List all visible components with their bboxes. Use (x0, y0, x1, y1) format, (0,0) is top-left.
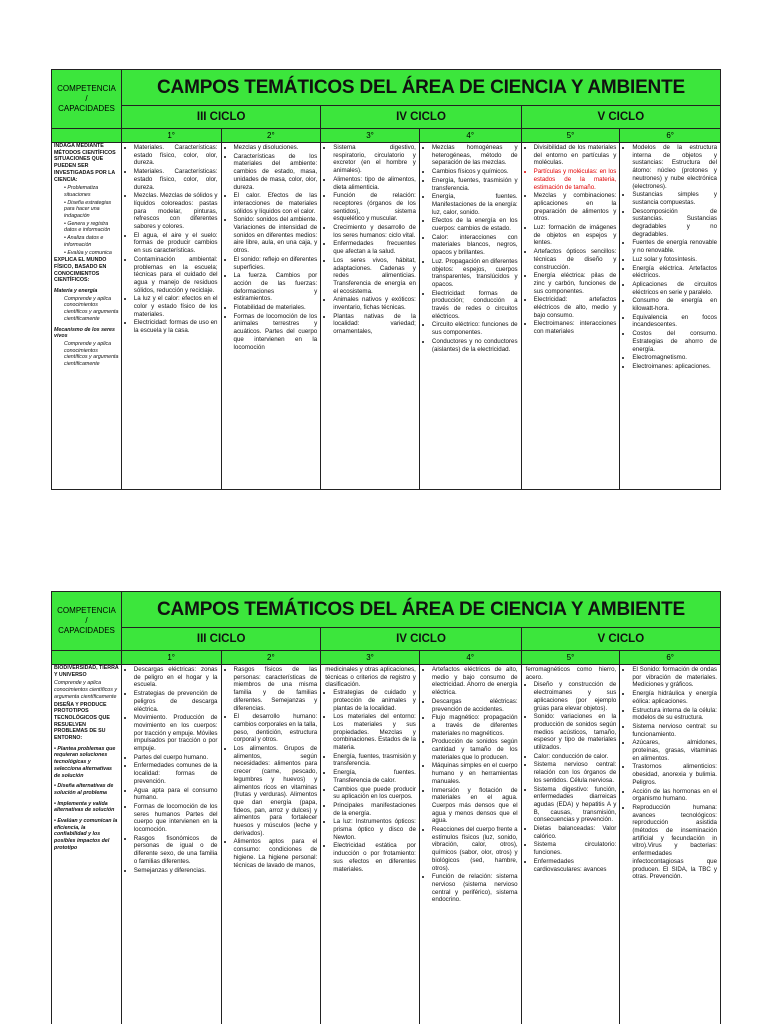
topic-item: • Inmersión y flotación de materiales en el agua. Cuerpos más densos que el agua y menos densos que el agua. (432, 787, 518, 826)
topic-item: • Función de relación: receptores (órganos de los sentidos), sistema esquelético y muscular. (333, 192, 416, 223)
grade-2-topics (222, 142, 322, 489)
grade-6-topics (620, 142, 720, 489)
topic-item: • Circuito eléctrico: funciones de sus componentes. (432, 321, 518, 336)
topic-item: • La luz y el calor: efectos en el color y estado físico de los materiales. (134, 295, 218, 318)
topic-item: • Contaminación ambiental: problemas en la escuela; técnicas para el cuidado del agua y manejo de residuos sólidos, reducción y reciclaje. (134, 256, 218, 295)
grade-5-topics (522, 664, 621, 1024)
cycle-iii: III CICLO (122, 106, 321, 128)
topic-item: • Electricidad estática por inducción o por frotamiento: sus efectos en diferentes materiales. (333, 842, 416, 873)
competencia-heading: EXPLICA EL MUNDO FÍSICO, BASADO EN CONOCIMIENTOS CIENTÍFICOS: (54, 257, 107, 284)
topic-item: • El sonido: reflejo en diferentes superficies. (234, 256, 318, 271)
topic-item: • Descargas eléctricas: zonas de peligro en el hogar y la escuela. (134, 666, 218, 689)
grade-empty-cell (52, 651, 122, 664)
topic-item: • Flotabilidad de materiales. (234, 304, 318, 312)
topic-item: • Principales manifestaciones de la energía. (333, 802, 416, 817)
topic-item: • Mezclas y disoluciones. (234, 144, 318, 152)
topic-item: • Formas de locomoción de los animales terrestres y acuáticos. Partes del cuerpo que intervienen en la locomoción (234, 313, 318, 352)
grade-2-topics (222, 664, 322, 1024)
table-header (52, 592, 720, 650)
topic-item: • Formas de locomoción de los seres humanos Partes del cuerpo que intervienen en la locomoción. (134, 803, 218, 834)
topic-item: • Conductores y no conductores (aislantes) de la electricidad. (432, 338, 518, 353)
topic-item: • Movimiento. Producción de movimiento en los cuerpos: por tracción y empuje. Móviles impulsados por tracción o por empuje. (134, 714, 218, 753)
topic-continuation: medicinales y otras aplicaciones, técnicas o criterios de registro y clasificación. (325, 666, 416, 689)
grades-row (52, 128, 720, 143)
grade-empty-cell (52, 129, 122, 142)
topic-item: • Enfermedades frecuentes que afectan a la salud. (333, 240, 416, 255)
cycle-v: V CICLO (597, 111, 645, 123)
topic-item: • Sistema digestivo, respiratorio, circulatorio y excretor (en el hombre y animales). (333, 144, 416, 175)
cycles-row (122, 628, 720, 650)
topic-item: • Los seres vivos, hábitat, adaptaciones. Cadenas y redes alimenticias. Transferencia de energía en el ecosistema. (333, 257, 416, 296)
grade-4-topics (420, 664, 522, 1024)
topic-item: • Trastornos alimenticios: obesidad, anorexia y bulimia. Peligros. (632, 763, 717, 786)
grade-2: 2° (222, 129, 322, 142)
competencias-column (52, 664, 122, 1024)
topic-item: • Sustancias simples y sustancia compuestas. (632, 191, 717, 206)
capacidad-item: • Implementa y valida alternativas de solución (54, 800, 115, 814)
table-body (52, 142, 720, 489)
topic-item: • Electroimanes: interacciones con materiales (534, 320, 617, 335)
cycle-iv: IV CICLO (321, 106, 521, 128)
grade-6: 6° (620, 129, 720, 142)
competencia-heading: BIODIVERSIDAD, TIERRA Y UNIVERSO (54, 665, 119, 678)
topic-item: • Energía, fuentes, trasmisión y transferencia. (432, 177, 518, 192)
topic-item: • Alimentos: tipo de alimentos, dieta alimenticia. (333, 176, 416, 191)
grade-6-topics (620, 664, 720, 1024)
topic-continuation: ferromagnéticos como hierro, acero. (525, 666, 617, 681)
grade-1: 1° (122, 651, 222, 664)
topic-item: • Crecimiento y desarrollo de los seres humanos: ciclo vital. (333, 224, 416, 239)
capacidades-label: CAPACIDADES (58, 104, 115, 113)
topic-item: • Animales nativos y exóticos: inventario, fichas técnicas. (333, 296, 416, 311)
topic-item: • Electricidad: formas de uso en la escuela y la casa. (134, 319, 218, 334)
topic-item: • Sonido: sonidos del ambiente. Variaciones de intensidad de sonidos en diferentes medios: aire libre, aula, en una caja, y otros. (234, 216, 318, 255)
topic-item: • Partículas y moléculas: en los estados de la materia, estimación de tamaño. (534, 168, 617, 191)
topic-item: • Calor: conducción de calor. (534, 753, 617, 761)
competencia-heading: INDAGA MEDIANTE MÉTODOS CIENTÍFICOS SITUACIONES QUE PUEDEN SER INVESTIGADAS POR LA CIENCIA: (54, 143, 116, 183)
competencia-header-cell (52, 592, 122, 650)
cycle-iv: IV CICLO (321, 628, 521, 650)
topic-item: • Sistema nervioso central: su funcionamiento. (632, 723, 717, 738)
grades-row (52, 650, 720, 665)
grade-5-topics (522, 142, 621, 489)
topic-item: • Artefactos eléctricos de alto, medio y bajo consumo de electricidad. Ahorro de energía eléctrica. (432, 666, 518, 697)
topic-item: • Efectos de la energía en los cuerpos: cambios de estado. (432, 217, 518, 232)
topic-item: • El agua, el aire y el suelo: formas de producir cambios en sus características. (134, 232, 218, 255)
grade-5: 5° (522, 651, 621, 664)
topic-item: • Electroimanes: aplicaciones. (632, 363, 717, 371)
topic-item: • Aplicaciones de circuitos eléctricos en serie y paralelo. (632, 281, 717, 296)
grade-1-topics (122, 664, 222, 1024)
competencias-column (52, 142, 122, 489)
topic-item: • Energía eléctrica: pilas de zinc y carbón, funciones de sus componentes. (534, 272, 617, 295)
grade-4: 4° (420, 129, 522, 142)
capacidad-item: Materia y energía (54, 288, 98, 295)
topic-item: • Descomposición de sustancias. Sustancias degradables y no degradables. (632, 208, 717, 239)
table-campos-tematicos-1 (51, 69, 721, 490)
topic-item: • Costos del consumo. Estrategias de ahorro de energía. (632, 330, 717, 353)
grade-3-topics (321, 664, 420, 1024)
topic-item: • Sistema nervioso central: relación con los órganos de los sentidos. Célula nerviosa. (534, 761, 617, 784)
capacidad-item: • Analiza datos e información (64, 235, 104, 248)
title-and-cycles (122, 70, 720, 128)
table-header (52, 70, 720, 128)
topic-item: • Cambios que puede producir su aplicación en los cuerpos. (333, 786, 416, 801)
grade-3: 3° (321, 129, 420, 142)
topic-item: • Producción de sonidos según cantidad y tamaño de los materiales que lo producen. (432, 738, 518, 761)
topic-item: • Energía hidráulica y energía eólica: aplicaciones. (632, 690, 717, 705)
topic-item: • Reacciones del cuerpo frente a estímulos físicos (luz, sonido, vibración, calor, otros), químicos (sabor, olor, otros) y biológicos (sed, hambre, otros). (432, 826, 518, 872)
topic-item: • Equivalencia en focos incandescentes. (632, 314, 717, 329)
table-body (52, 664, 720, 1024)
topic-item: • Rasgos fisonómicos de personas de igual o de diferente sexo, de una familia o familias diferentes. (134, 835, 218, 866)
topic-item: • Artefactos ópticos sencillos: técnicas de diseño y construcción. (534, 248, 617, 271)
topic-item: • Consumo de energía en kilowatt-hora. (632, 297, 717, 312)
topic-item: • Acción de las hormonas en el organismo humano. (632, 788, 717, 803)
topic-item: • Luz. Propagación en diferentes objetos: espejos, cuerpos transparentes, translúcidos y opacos. (432, 258, 518, 289)
grade-2: 2° (222, 651, 322, 664)
topic-item: • Calor: interacciones con materiales blancos, negros, opacos y brillantes. (432, 234, 518, 257)
topic-item: • El desarrollo humano: cambios corporales en la talla, peso, dentición, estructura corporal y otros. (234, 713, 318, 744)
topic-item: • Características de los materiales del ambiente: cambios de estado, masa, unidades de masa, color, olor, dureza. (234, 153, 318, 192)
grade-4: 4° (420, 651, 522, 664)
topic-item: • Azúcares, almidones, proteínas, grasas, vitaminas en alimentos. (632, 739, 717, 762)
slash-label: / (85, 616, 88, 625)
topic-item: • Mezclas y combinaciones: aplicaciones en la preparación de alimentos y otros. (534, 192, 617, 223)
topic-item: • Partes del cuerpo humano. (134, 754, 218, 762)
grade-3-topics (321, 142, 420, 489)
topic-item: • Energía eléctrica. Artefactos eléctricos. (632, 265, 717, 280)
topic-item: • Electricidad: artefactos eléctricos de alto, medio y bajo consumo. (534, 296, 617, 319)
topic-item: • Luz: formación de imágenes de objetos en espejos y lentes. (534, 224, 617, 247)
topic-item: • Los materiales del entorno: Los materiales y sus propiedades. Mezclas y combinaciones. Estados de la materia. (333, 713, 416, 752)
table-title: CAMPOS TEMÁTICOS DEL ÁREA DE CIENCIA Y AMBIENTE (122, 592, 720, 628)
topic-item: • Sonido: variaciones en la producción de sonidos según medios acústicos, tamaño, espesor y tipo de materiales utilizados. (534, 713, 617, 752)
cycle-v: V CICLO (597, 633, 645, 645)
topic-item: • Cambios físicos y químicos. (432, 168, 518, 176)
capacidad-item: • Problematiza situaciones (64, 185, 99, 198)
topic-item: • Los alimentos. Grupos de alimentos, según necesidades: alimentos para crecer (carne, pescado, legumbres y huevos) y alimentos ricos en vitaminas (frutas y verduras). Alimentos que dan energía (papa, fideos, pan, arroz y dulces) y alimentos para fortalecer huesos y músculos (leche y derivados). (234, 745, 318, 837)
capacidades-label: CAPACIDADES (58, 626, 115, 635)
topic-item: • Flujo magnético: propagación a través de diferentes materiales no magnéticos. (432, 714, 518, 737)
cycle-iii: III CICLO (122, 628, 321, 650)
topic-item: • Estrategias de cuidado y protección de animales y plantas de la localidad. (333, 689, 416, 712)
capacidad-item: • Evalúa y comunica (64, 249, 112, 256)
table-title: CAMPOS TEMÁTICOS DEL ÁREA DE CIENCIA Y AMBIENTE (122, 70, 720, 106)
topic-item: • Divisibilidad de los materiales del entorno en partículas y moléculas. (534, 144, 617, 167)
topic-item: • Diseño y construcción de electroimanes y sus aplicaciones (por ejemplo grúas para elevar objetos). (534, 681, 617, 712)
competencia-label: COMPETENCIA (57, 606, 116, 615)
grade-1: 1° (122, 129, 222, 142)
topic-item: • Rasgos físicos de las personas: características de miembros de una misma familia y de familias diferentes. Semejanzas y diferencias. (234, 666, 318, 712)
capacidad-item: • Diseña estrategias para hacer una indagación (64, 199, 112, 220)
competencia-heading: DISEÑA Y PRODUCE PROTOTIPOS TECNOLÓGICOS QUE RESUELVEN PROBLEMAS DE SU ENTORNO: (54, 701, 110, 742)
cycles-row (122, 106, 720, 128)
topic-item: • Plantas nativas de la localidad: variedad; ornamentales, (333, 313, 416, 336)
topic-item: • El calor. Efectos de las interacciones de materiales sólidos y líquidos con el calor. (234, 192, 318, 215)
topic-item: • Energía, fuentes. Transferencia de calor. (333, 769, 416, 784)
topic-item: • Electricidad: formas de producción; conducción a través de redes o circuitos eléctricos. (432, 290, 518, 321)
topic-item: • Mezclas. Mezclas de sólidos y líquidos coloreados: pastas para modelar, pinturas, refrescos con diferentes sabores y colores. (134, 192, 218, 231)
topic-item: • Estructura interna de la célula: modelos de su estructura. (632, 707, 717, 722)
topic-item: • Luz solar y fotosíntesis. (632, 256, 717, 264)
competencia-header-cell (52, 70, 122, 128)
slash-label: / (85, 94, 88, 103)
topic-item: • El Sonido: formación de ondas por vibración de materiales. Mediciones y gráficos. (632, 666, 717, 689)
topic-item: • Sistema digestivo: función, enfermedades diarreicas agudas (EDA) y hepatitis A y B, causas, transmisión, consecuencias y prevención. (534, 786, 617, 825)
competencia-label: COMPETENCIA (57, 84, 116, 93)
topic-item: • Agua apta para el consumo humano. (134, 787, 218, 802)
capacidad-item: Mecanismo de los seres vivos (54, 326, 115, 340)
capacidad-item: • Diseña alternativas de solución al problema (54, 783, 114, 796)
topic-item: • Alimentos aptos para el consumo: condiciones de higiene. La higiene personal: técnicas de lavado de manos, (234, 838, 318, 869)
capacidad-item: • Plantea problemas que requieran soluciones tecnológicas y selecciona alternativas de solución (54, 745, 116, 779)
grade-4-topics (420, 142, 522, 489)
topic-item: • Dietas balanceadas: Valor calórico. (534, 825, 617, 840)
topic-item: • Función de relación: sistema nervioso (sistema nervioso central y periférico), sistema endocrino. (432, 873, 518, 904)
topic-item: • Mezclas homogéneas y heterogéneas, método de separación de las mezclas. (432, 144, 518, 167)
grade-1-topics (122, 142, 222, 489)
grade-3: 3° (321, 651, 420, 664)
topic-item: • Materiales. Características: estado físico, color, olor, dureza. (134, 144, 218, 167)
topic-item: • Materiales. Características: estado físico, color, olor, dureza. (134, 168, 218, 191)
topic-item: • Energía, fuentes, trasmisión y transferencia. (333, 753, 416, 768)
topic-item: • Enfermedades comunes de la localidad: formas de prevención. (134, 762, 218, 785)
topic-item: • Estrategias de prevención de peligros de descarga eléctrica. (134, 690, 218, 713)
capacidad-item: Comprende y aplica conocimientos científicos y argumenta científicamente (64, 340, 119, 368)
topic-item: • Semejanzas y diferencias. (134, 867, 218, 875)
capacidad-item: Comprende y aplica conocimientos científicos y argumenta científicamente (54, 680, 118, 700)
capacidad-item: Comprende y aplica conocimientos científicos y argumenta científicamente (64, 295, 119, 322)
topic-item: • Electromagnetismo. (632, 354, 717, 362)
grade-5: 5° (522, 129, 621, 142)
topic-item: • Fuentes de energía renovable y no renovable. (632, 239, 717, 254)
topic-item: • Máquinas simples en el cuerpo humano y en herramientas manuales. (432, 762, 518, 785)
topic-item: • Sistema circulatorio: funciones. (534, 841, 617, 856)
topic-item: • Enfermedades cardiovasculares: avances (534, 858, 617, 873)
title-and-cycles (122, 592, 720, 650)
topic-item: • Modelos de la estructura interna de objetos y sustancias: Estructura del átomo: núcleo (protones y neutrones) y nube electrónica (electrones). (632, 144, 717, 190)
topic-item: • Descargas eléctricas: prevención de accidentes. (432, 698, 518, 713)
topic-item: • La luz: Instrumentos ópticos: prisma óptico y disco de Newton. (333, 818, 416, 841)
grade-6: 6° (620, 651, 720, 664)
table-campos-tematicos-2 (51, 591, 721, 1024)
capacidad-item: • Evalúan y comunican la eficiencia, la confiabilidad y los posibles impactos del prototipo (54, 818, 118, 851)
topic-item: • La fuerza. Cambios por acción de las fuerzas: deformaciones y estiramientos. (234, 272, 318, 303)
capacidad-item: • Genera y registra datos e información (64, 220, 111, 234)
topic-item: • Energía, fuentes. Manifestaciones de la energía: luz, calor, sonido. (432, 193, 518, 216)
topic-item: • Reproducción humana: avances tecnológicos: reproducción asistida (métodos de inseminación artificial y fecundación in vitro).Virus y bacterias: enfermedades infectocontagiosas que producen. El SIDA, la TBC y otras. Prevención. (632, 804, 717, 881)
